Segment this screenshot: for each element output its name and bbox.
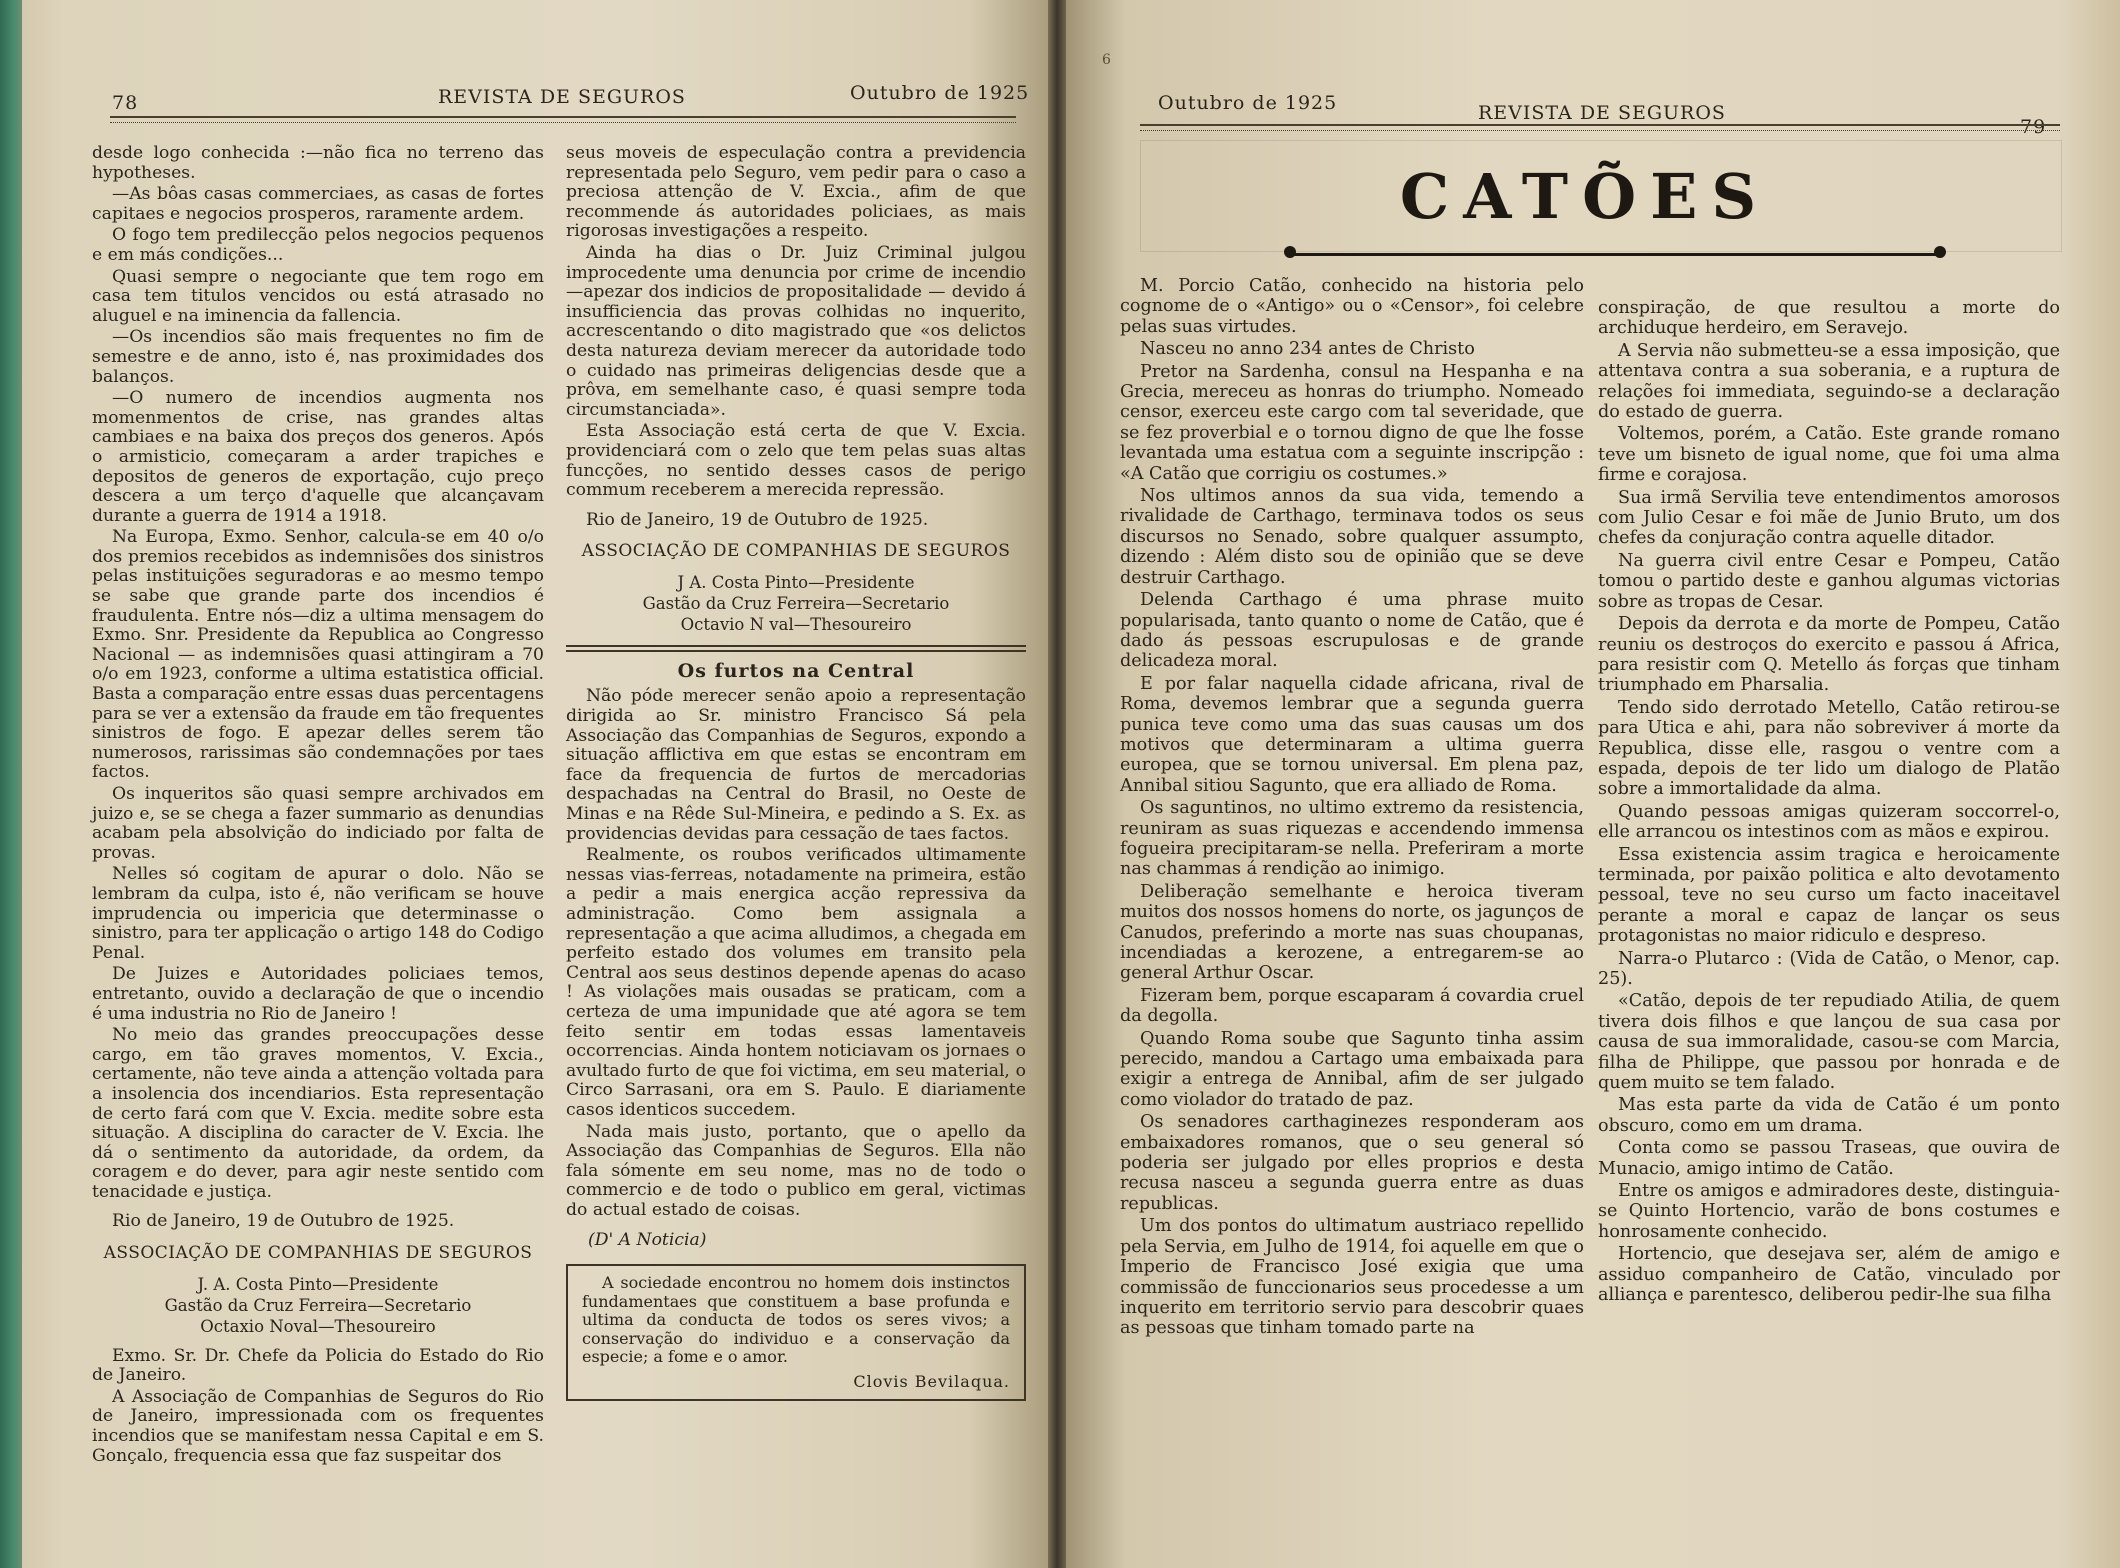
paragraph: E por falar naquella cidade africana, rival de Roma, devemos lembrar que a segunda guerra punica teve como uma das suas causas um dos motivos que determinaram a ultima guerra europea, que se tornou universal. Em plena paz, Annibal sitiou Sagunto, que era alliado de Roma. xyxy=(1120,673,1584,796)
paragraph: —As bôas casas commerciaes, as casas de fortes capitaes e negocios prosperos, raramente ardem. xyxy=(92,184,544,224)
article-title: CATÕES xyxy=(1399,160,1771,233)
paragraph: O fogo tem predilecção pelos negocios pequenos e em más condições... xyxy=(92,225,544,265)
corner-mark: 6 xyxy=(1102,52,1111,68)
quote-box xyxy=(566,1264,1026,1401)
paragraph: Tendo sido derrotado Metello, Catão retirou-se para Utica e ahi, para não sobreviver á morte da Republica, disse elle, rasgou o ventre com a espada, depois de ter lido um dialogo de Platão sobre a immortalidade da alma. xyxy=(1598,697,2060,800)
signatures xyxy=(92,1274,544,1337)
left-column-1 xyxy=(92,144,544,1468)
paragraph: —Os incendios são mais frequentes no fim de semestre e de anno, isto é, nas proximidades dos balanços. xyxy=(92,327,544,387)
right-journal-title: REVISTA DE SEGUROS xyxy=(1478,102,1726,124)
paragraph: De Juizes e Autoridades policiaes temos, entretanto, ouvido a declaração de que o incendio é uma industria no Rio de Janeiro ! xyxy=(92,964,544,1024)
paragraph: Entre os amigos e admiradores deste, distinguia-se Quinto Hortencio, varão de bons costumes e honrosamente conhecido. xyxy=(1598,1181,2060,1242)
signature-line: Octaxio Noval—Thesoureiro xyxy=(200,1316,436,1336)
signatures xyxy=(566,572,1026,635)
paragraph: Mas esta parte da vida de Catão é um ponto obscuro, como em um drama. xyxy=(1598,1095,2060,1136)
paragraph: Ainda ha dias o Dr. Juiz Criminal julgou improcedente uma denuncia por crime de incendio—apezar dos indicios de propositalidade — devido á insufficiencia das provas colhidas no inquerito, accrescentando o dito magistrado que «os delictos desta natureza deviam merecer da autoridade todo o cuidado nas primeiras deligencias desde que a prôva, em semelhante caso, é quasi sempre toda circumstanciada». xyxy=(566,242,1026,420)
paragraph: Delenda Carthago é uma phrase muito popularisada, tanto quanto o nome de Catão, que é dado ás pessoas escrupulosas e de grande delicadeza moral. xyxy=(1120,590,1584,672)
article-source: (D' A Noticia) xyxy=(588,1229,707,1250)
paragraph: A Associação de Companhias de Seguros do Rio de Janeiro, impressionada com os frequentes incendios que se manifestam nessa Capital e em S. Gonçalo, frequencia essa que faz suspeitar dos xyxy=(92,1386,544,1466)
signature-line: J. A. Costa Pinto—Presidente xyxy=(197,1274,439,1294)
right-column-2 xyxy=(1598,298,2060,1308)
paragraph: Na Europa, Exmo. Senhor, calcula-se em 40 o/o dos premios recebidos as indemnisões dos sinistros pelas instituições seguradoras e ao mesmo tempo se sabe que grande parte dos incendios é fraudulenta. Entre nós—diz a ultima mensagem do Exmo. Snr. Presidente da Republica ao Congresso Nacional — as indemnisões quasi attingiram a 70 o/o em 1923, conforme a ultima estatistica official. Basta a comparação entre essas duas percentagens para se ver a extensão da fraude em tão frequentes sinistros de fogo. E apezar delles serem tão numerosos, rarissimas são condemnações por taes factos. xyxy=(92,527,544,783)
left-header-dotted-rule xyxy=(110,122,1016,123)
association-name: ASSOCIAÇÃO DE COMPANHIAS DE SEGUROS xyxy=(581,541,1011,562)
paragraph: Conta como se passou Traseas, que ouvira de Munacio, amigo intimo de Catão. xyxy=(1598,1138,2060,1179)
paragraph: Esta Associação está certa de que V. Excia. providenciará com o zelo que tem pelas suas altas funcções, no sentido desses casos de perigo commum receberem a merecida repressão. xyxy=(566,421,1026,501)
paragraph: Não póde merecer senão apoio a representação dirigida ao Sr. ministro Francisco Sá pela Associação das Companhias de Seguros, expondo a situação afflictiva em que estas se encontram em face da frequencia de furtos de mercadorias despachadas na Central do Brasil, no Oeste de Minas e na Rêde Sul-Mineira, e pedindo a S. Ex. as providencias devidas para cessação de taes factos. xyxy=(566,686,1026,844)
signature-line: Octavio N val—Thesoureiro xyxy=(680,614,912,634)
paragraph: seus moveis de especulação contra a previdencia representada pelo Seguro, vem pedir para o caso a preciosa attenção de V. Excia., afim de que recommende ás autoridades policiaes, as mais rigorosas investigações a respeito. xyxy=(566,143,1026,242)
binding-tape xyxy=(0,0,22,1568)
section-divider xyxy=(566,645,1026,652)
right-issue-date: Outubro de 1925 xyxy=(1158,92,1338,114)
left-journal-title: REVISTA DE SEGUROS xyxy=(438,86,686,108)
paragraph: Nos ultimos annos da sua vida, temendo a rivalidade de Carthago, terminava todos os seus discursos no Senado, sobre qualquer assumpto, dizendo : Além disto sou de opinião que se deve destruir Carthago. xyxy=(1120,486,1584,588)
left-page-number: 78 xyxy=(112,92,139,114)
quote-text: A sociedade encontrou no homem dois instinctos fundamentaes que constituem a base profunda e ultima da conducta de todos os seres vivos; a conservação do individuo e a conservação da especie; a fome e o amor. xyxy=(582,1273,1010,1367)
paragraph: —O numero de incendios augmenta nos momenmentos de crise, nas grandes altas cambiaes e na baixa dos preços dos generos. Após o armisticio, começaram a arder trapiches e depositos de generos de exportação, cujo preço descera a um terço d'aquelle que alcançavam durante a guerra de 1914 a 1918. xyxy=(92,388,544,526)
signature-line: J A. Costa Pinto—Presidente xyxy=(677,572,915,592)
paragraph: Hortencio, que desejava ser, além de amigo e assiduo companheiro de Catão, vinculado por alliança e parentesco, deliberou pedir-lhe sua filha xyxy=(1598,1244,2060,1306)
paragraph: Quando pessoas amigas quizeram soccorrel-o, elle arrancou os intestinos com as mãos e expirou. xyxy=(1598,801,2060,843)
left-issue-date: Outubro de 1925 xyxy=(850,82,1030,104)
paragraph: Deliberação semelhante e heroica tiveram muitos dos nossos homens do norte, os jagunços de Canudos, preferindo a morte nas suas choupanas, incendiadas a kerozene, a entregarem-se ao general Arthur Oscar. xyxy=(1120,881,1584,984)
paragraph: Essa existencia assim tragica e heroicamente terminada, por paixão politica e alto devotamento pessoal, teve no seu curso um facto inaceitavel perante a moral e capaz de lançar os seus protagonistas no maior ridiculo e despreso. xyxy=(1598,844,2060,947)
paragraph: Realmente, os roubos verificados ultimamente nessas vias-ferreas, notadamente na primeira, estão a pedir a mais energica acção repressiva da administração. Como bem assignala a representação a que acima alludimos, a chegada em perfeito estado dos volumes em transito pela Central aos seus destinos depende apenas do acaso ! As violações mais ousadas se praticam, com a certeza de uma impunidade que até agora se tem feito sentir em todas essas lamentaveis occorrencias. Ainda hontem noticiavam os jornaes o avultado furto de que foi victima, em seu material, o Circo Sarrasani, ora em S. Paulo. E diariamente casos identicos succedem. xyxy=(566,845,1026,1120)
paragraph: Os inqueritos são quasi sempre archivados em juizo e, se se chega a fazer summario as denundias acabam pela absolvição do indiciado por falta de provas. xyxy=(92,784,544,863)
paragraph: Voltemos, porém, a Catão. Este grande romano teve um bisneto de igual nome, que foi uma alma firme e corajosa. xyxy=(1598,424,2060,486)
paragraph: Sua irmã Servilia teve entendimentos amorosos com Julio Cesar e foi mãe de Junio Bruto, um dos chefes da conjuração contra aquelle ditador. xyxy=(1598,487,2060,549)
title-bullet-left xyxy=(1284,246,1296,258)
paragraph: A Servia não submetteu-se a essa imposição, que attentava contra a sua soberania, e a ruptura de relações foi immediata, seguindo-se a declaração do estado de guerra. xyxy=(1598,340,2060,423)
paragraph: Depois da derrota e da morte de Pompeu, Catão reuniu os destroços do exercito e passou á Africa, para resistir com Q. Metello ás forças que tinham triumphado em Pharsalia. xyxy=(1598,614,2060,696)
paragraph: Exmo. Sr. Dr. Chefe da Policia do Estado do Rio de Janeiro. xyxy=(92,1345,544,1386)
right-header-rule xyxy=(1140,124,2060,126)
right-header-dotted-rule xyxy=(1140,130,2060,131)
paragraph: Pretor na Sardenha, consul na Hespanha e na Grecia, mereceu as honras do triumpho. Nomeado censor, exerceu este cargo com tal severidade, que se fez proverbial e o tornou digno de que lhe fosse levantada uma estatua com a seguinte inscripção : «A Catão que corrigiu os costumes.» xyxy=(1120,361,1584,484)
dateline: Rio de Janeiro, 19 de Outubro de 1925. xyxy=(112,1211,455,1232)
paragraph: Nada mais justo, portanto, que o apello da Associação das Companhias de Seguros. Ella não fala sómente em seu nome, mas no de todo o commercio e de todo o publico em geral, victimas do actual estado de coisas. xyxy=(566,1121,1026,1220)
paragraph: Fizeram bem, porque escaparam á covardia cruel da degolla. xyxy=(1120,985,1584,1027)
quote-author: Clovis Bevilaqua. xyxy=(853,1371,1010,1391)
signature-line: Gastão da Cruz Ferreira—Secretario xyxy=(164,1295,472,1315)
paragraph: Nasceu no anno 234 antes de Christo xyxy=(1140,339,1475,360)
paragraph: Na guerra civil entre Cesar e Pompeu, Catão tomou o partido deste e ganhou algumas victorias sobre as tropas de Cesar. xyxy=(1598,550,2060,612)
paragraph: Um dos pontos do ultimatum austriaco repellido pela Servia, em Julho de 1914, foi aquelle em que o Imperio de Francisco José exigia que uma commissão de funccionarios seus procedesse a um inquerito em territorio servio para descobrir quaes as pessoas que tinham tomado parte na xyxy=(1120,1216,1584,1339)
paragraph: Quasi sempre o negociante que tem rogo em casa tem titulos vencidos ou está atrasado no aluguel e na iminencia da fallencia. xyxy=(92,266,544,326)
dateline: Rio de Janeiro, 19 de Outubro de 1925. xyxy=(586,509,929,530)
paragraph: desde logo conhecida :—não fica no terreno das hypotheses. xyxy=(92,143,544,183)
left-column-2 xyxy=(566,144,1026,1401)
paragraph: Nelles só cogitam de apurar o dolo. Não se lembram da culpa, isto é, não verificam se houve imprudencia ou impericia que determinasse o sinistro, para ter applicação o artigo 148 do Codigo Penal. xyxy=(92,864,544,963)
right-page-number: 79 xyxy=(2020,116,2047,138)
paragraph: Os saguntinos, no ultimo extremo da resistencia, reuniram as suas riquezas e accendendo immensa fogueira precipitaram-se nella. Preferiram a morte nas chammas á rendição ao inimigo. xyxy=(1120,798,1584,880)
paragraph: Os senadores carthaginezes responderam aos embaixadores romanos, que o seu general só poderia ser julgado por elles proprios e desta recusa nasceu a segunda guerra entre as duas republicas. xyxy=(1120,1112,1584,1214)
paragraph: «Catão, depois de ter repudiado Atilia, de quem tivera dois filhos e que lançou de sua casa por causa de sua immoralidade, casou-se com Marcia, filha de Philippe, que passou por honrada e de quem muito se tem falado. xyxy=(1598,991,2060,1094)
paragraph: Quando Roma soube que Sagunto tinha assim perecido, mandou a Cartago uma embaixada para exigir a entrega de Annibal, afim de ser julgado como violador do tratado de paz. xyxy=(1120,1028,1584,1110)
paragraph: conspiração, de que resultou a morte do archiduque herdeiro, em Seravejo. xyxy=(1598,298,2060,339)
right-column-1 xyxy=(1120,276,1584,1341)
title-underline xyxy=(1290,253,1940,256)
paragraph: No meio das grandes preoccupações desse cargo, em tão graves momentos, V. Excia., certamente, não teve ainda a attenção voltada para a insolencia dos incendiarios. Esta representação de certo fará com que V. Excia. medite sobre esta situação. A disciplina do caracter de V. Excia. lhe dá o sentimento da autoridade, da ordem, da coragem e do dever, para agir neste sentido com tenacidade e justiça. xyxy=(92,1025,544,1202)
paragraph: M. Porcio Catão, conhecido na historia pelo cognome de o «Antigo» ou o «Censor», foi celebre pelas suas virtudes. xyxy=(1120,276,1584,337)
signature-line: Gastão da Cruz Ferreira—Secretario xyxy=(642,593,950,613)
left-header-rule xyxy=(110,116,1016,118)
book-gutter xyxy=(1048,0,1066,1568)
paragraph: Narra-o Plutarco : (Vida de Catão, o Menor, cap. 25). xyxy=(1598,948,2060,989)
association-name: ASSOCIAÇÃO DE COMPANHIAS DE SEGUROS xyxy=(103,1243,533,1264)
title-bullet-right xyxy=(1934,246,1946,258)
article-title: Os furtos na Central xyxy=(677,659,915,682)
